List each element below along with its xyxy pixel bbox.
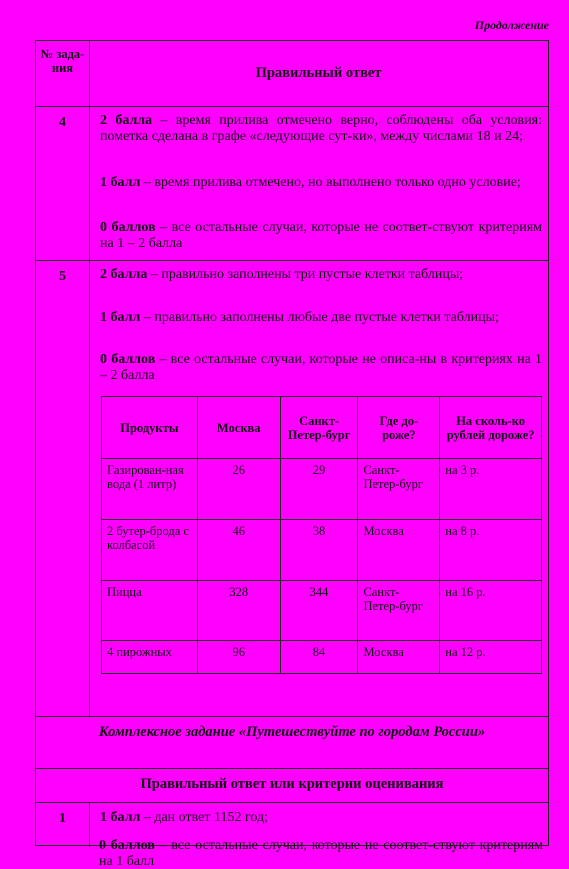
table-row (102, 459, 542, 520)
cell-where: Санкт-Петер-бург (358, 459, 440, 520)
prices-table-header (102, 397, 542, 459)
criterion-1: 1 балл – время прилива отмечено, но выполнено только одно условие; (100, 175, 521, 190)
task-number: 1 (59, 811, 66, 826)
cell-moscow: 96 (197, 641, 280, 674)
table-row (102, 641, 542, 674)
table-header-row (36, 41, 548, 107)
col-header-spb: Санкт-Петер-бург (280, 397, 358, 459)
criterion-2: 2 балла – время прилива отмечено верно, соблюдены оба условия: пометка сделана в графе «следующие сут-ки», между числами 18 и 24; (100, 113, 542, 144)
cell-product: Пицца (102, 581, 198, 641)
cell-product: Газирован-ная вода (1 литр) (102, 459, 198, 520)
criterion-0: 0 баллов – все остальные случаи, которые не соответ-ствуют критериям на 1 – 2 балла (100, 220, 543, 251)
continuation-label: Продолжение (474, 18, 549, 32)
col-header-how-much: На сколь-ко рублей дороже? (440, 397, 542, 459)
cell-moscow: 328 (197, 581, 280, 641)
criterion-1: 1 балл – дан ответ 1152 год; (100, 810, 268, 825)
criterion-0: 0 баллов – все остальные случаи, которые не описа-ны в критериях на 1 – 2 балла (100, 352, 543, 383)
cell-product: 2 бутер-брода с колбасой (102, 520, 198, 581)
table-row (102, 581, 542, 641)
col-header-moscow: Москва (197, 397, 280, 459)
col-header-where: Где до-роже? (358, 397, 440, 459)
cell-how-much: на 3 р. (440, 459, 542, 520)
cell-where: Москва (358, 641, 440, 674)
table-row-task-4 (36, 107, 548, 261)
cell-spb: 344 (280, 581, 358, 641)
cell-moscow: 46 (197, 520, 280, 581)
section-title: Комплексное задание «Путешествуйте по городам России» (98, 724, 486, 740)
section-title-row (36, 717, 548, 769)
cell-where: Санкт-Петер-бург (358, 581, 440, 641)
cell-moscow: 26 (197, 459, 280, 520)
task-number: 5 (59, 269, 66, 284)
cell-how-much: на 12 р. (440, 641, 542, 674)
cell-spb: 29 (280, 459, 358, 520)
cell-spb: 84 (280, 641, 358, 674)
cell-how-much: на 16 р. (440, 581, 542, 641)
task-number: 4 (59, 115, 66, 130)
cell-how-much: на 8 р. (440, 520, 542, 581)
cell-where: Москва (358, 520, 440, 581)
cell-spb: 38 (280, 520, 358, 581)
criteria-header: Правильный ответ или критерии оценивания (140, 776, 444, 792)
criterion-1: 1 балл – правильно заполнены любые две пустые клетки таблицы; (100, 310, 499, 325)
prices-table (101, 396, 542, 674)
table-row (102, 520, 542, 581)
col-header-products: Продукты (102, 397, 198, 459)
answer-header: Правильный ответ (255, 65, 382, 81)
task-number-header: № зада- ния (40, 47, 85, 75)
criteria-header-row (36, 769, 548, 803)
answer-table (35, 40, 549, 846)
table-row-task-5 (36, 261, 548, 717)
criterion-2: 2 балла – правильно заполнены три пустые клетки таблицы; (100, 267, 464, 282)
cell-product: 4 пирожных (102, 641, 198, 674)
criterion-0: 0 баллов – все остальные случаи, которые не соответ-ствуют критериям на 1 балл (99, 838, 543, 869)
